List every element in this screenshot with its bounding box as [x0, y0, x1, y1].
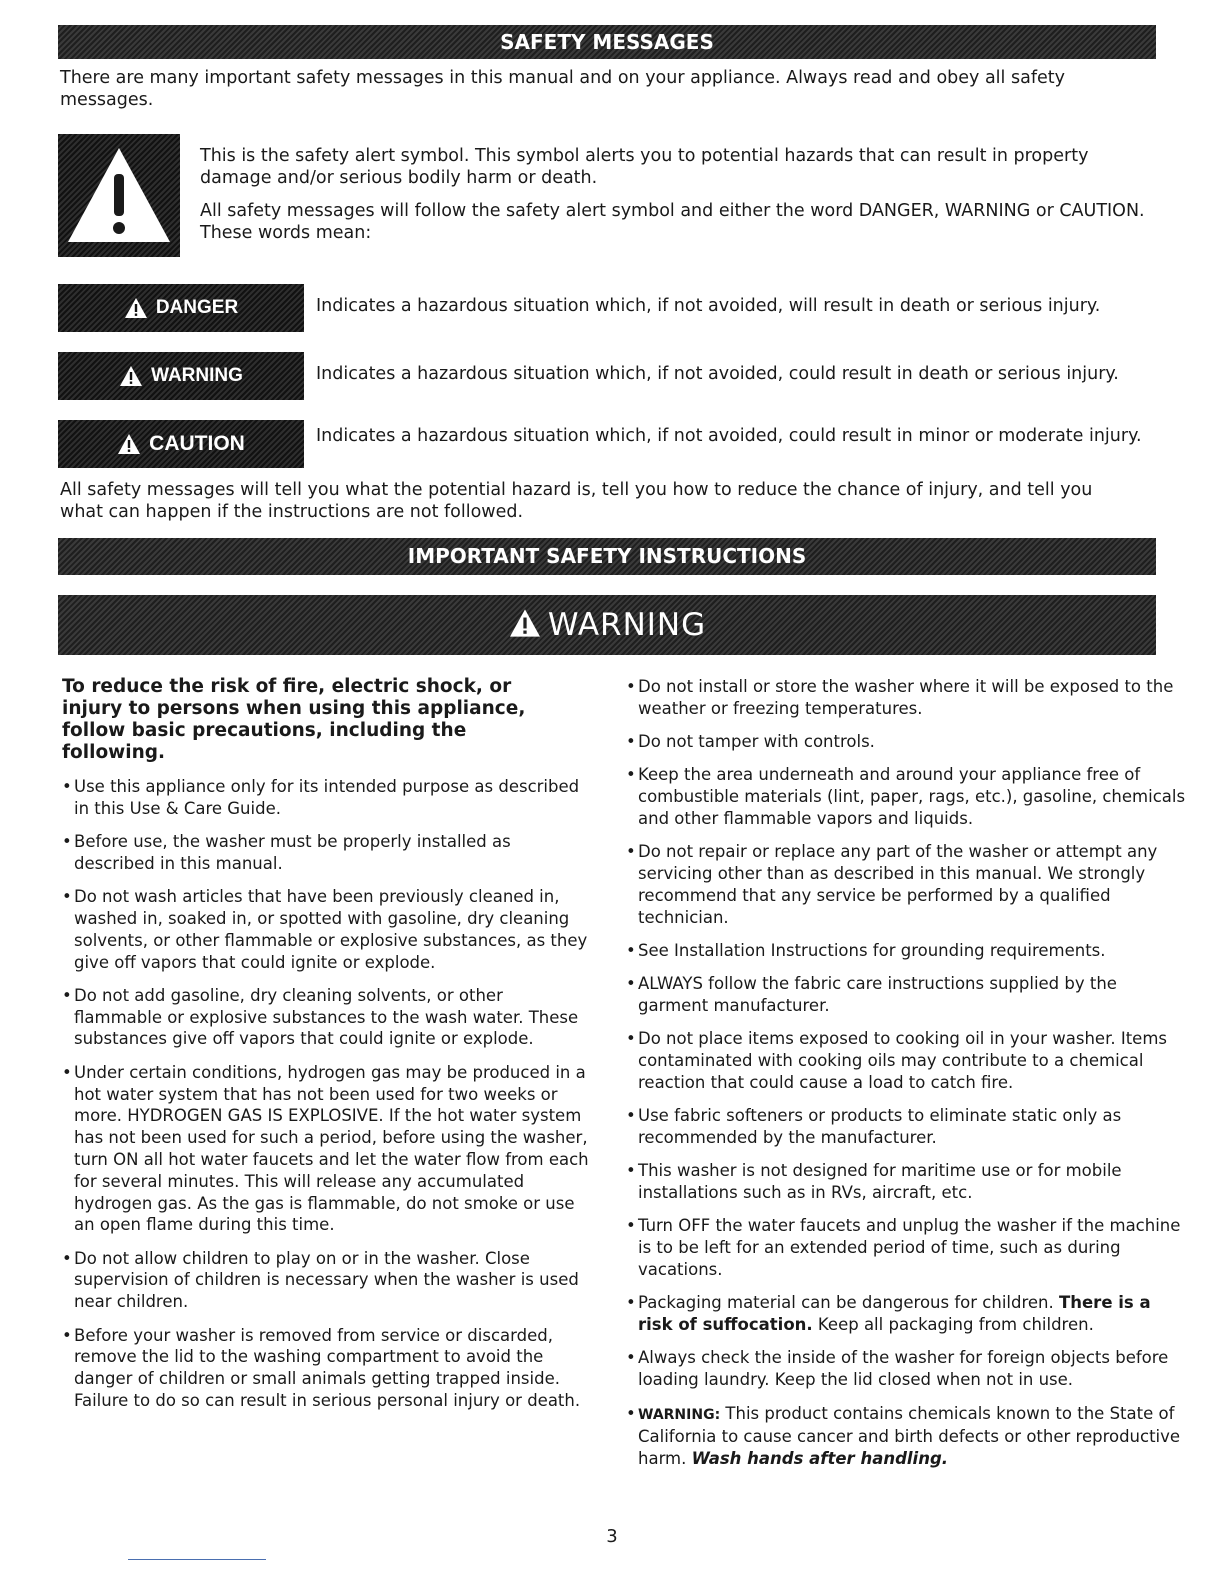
prop65-emphasis: Wash hands after handling. — [691, 1449, 949, 1469]
warning-banner — [58, 595, 1156, 655]
important-safety-instructions-header: IMPORTANT SAFETY INSTRUCTIONS — [58, 538, 1156, 575]
warning-banner-title: WARNING — [547, 607, 707, 643]
warning-label — [58, 352, 304, 400]
safety-alert-symbol — [58, 134, 180, 257]
warning-word: WARNING — [151, 365, 243, 386]
packaging-text: Packaging material can be dangerous for children. — [638, 1293, 1054, 1313]
list-item: • Turn OFF the water faucets and unplug the washer if the machine is to be left for an extended period of time, such as during vacations. — [626, 1215, 1186, 1280]
prop65-text: This product contains chemicals known to the State of California to cause cancer and birth defects or other reproductive harm. — [638, 1403, 1181, 1469]
list-item: • Use this appliance only for its intended purpose as described in this Use & Care Guide. — [62, 776, 592, 820]
suffocation-warning: There is a risk of suffocation. — [638, 1293, 1151, 1335]
danger-word: DANGER — [155, 297, 239, 318]
prop65-item — [626, 1403, 1186, 1470]
list-item: • Before use, the washer must be properly installed as described in this manual. — [62, 831, 592, 875]
precautions-lead: To reduce the risk of fire, electric shock, or injury to persons when using this appliance, follow basic precautions, including the following. — [62, 676, 526, 763]
list-item: • Do not wash articles that have been previously cleaned in, washed in, soaked in, or spotted with gasoline, dry cleaning solvents, or other flammable or explosive substances, as they give off vapors that could ignite or explode. — [62, 886, 592, 973]
list-item: • Always check the inside of the washer for foreign objects before loading laundry. Keep the lid closed when not in use. — [626, 1347, 1186, 1391]
list-item: • See Installation Instructions for grounding requirements. — [626, 940, 1186, 962]
caution-definition: Indicates a hazardous situation which, if not avoided, could result in minor or moderate injury. — [316, 426, 1142, 446]
list-item: • Do not install or store the washer where it will be exposed to the weather or freezing temperatures. — [626, 676, 1186, 720]
danger-label — [58, 284, 304, 332]
instructions-left-column — [62, 676, 592, 1423]
danger-definition: Indicates a hazardous situation which, if not avoided, will result in death or serious injury. — [316, 296, 1101, 316]
list-item: • ALWAYS follow the fabric care instructions supplied by the garment manufacturer. — [626, 973, 1186, 1017]
page-number: 3 — [606, 1526, 618, 1547]
footer-rule — [128, 1559, 266, 1560]
signal-words-intro: All safety messages will follow the safety alert symbol and either the word DANGER, WARNING or CAUTION. These words mean: — [200, 201, 1145, 243]
packaging-text-end: Keep all packaging from children. — [817, 1315, 1094, 1335]
list-item: • This washer is not designed for maritime use or for mobile installations such as in RVs, aircraft, etc. — [626, 1160, 1186, 1204]
alert-symbol-description: This is the safety alert symbol. This symbol alerts you to potential hazards that can result in property damage and/or serious bodily harm or death. — [200, 146, 1089, 188]
list-item: • Do not add gasoline, dry cleaning solvents, or other flammable or explosive substances to the wash water. These substances give off vapors that could ignite or explode. — [62, 985, 592, 1050]
warning-triangle-icon — [117, 433, 141, 455]
safety-alert-triangle-icon — [58, 134, 180, 257]
instructions-right-column — [626, 676, 1186, 1481]
list-item: • Before your washer is removed from service or discarded, remove the lid to the washing compartment to avoid the danger of children or small animals getting trapped inside. Failure to do so can result in serious personal injury or death. — [62, 1325, 592, 1412]
list-item: • Do not repair or replace any part of the washer or attempt any servicing other than as described in this manual. We strongly recommend that any service be performed by a qualified technician. — [626, 841, 1186, 928]
prop65-label: WARNING: — [638, 1406, 721, 1423]
warning-triangle-icon — [119, 365, 143, 387]
list-item: • Use fabric softeners or products to eliminate static only as recommended by the manufacturer. — [626, 1105, 1186, 1149]
list-item: • Do not place items exposed to cooking oil in your washer. Items contaminated with cooking oils may contribute to a chemical reaction that could cause a load to catch fire. — [626, 1028, 1186, 1093]
warning-triangle-icon — [124, 297, 148, 319]
safety-summary-paragraph: All safety messages will tell you what the potential hazard is, tell you how to reduce the chance of injury, and tell you what can happen if the instructions are not followed. — [60, 480, 1093, 522]
caution-label — [58, 420, 304, 468]
list-item: • Keep the area underneath and around your appliance free of combustible materials (lint, paper, rags, etc.), gasoline, chemicals and other flammable vapors and liquids. — [626, 764, 1186, 829]
caution-word: CAUTION — [149, 432, 245, 455]
list-item: • Do not tamper with controls. — [626, 731, 1186, 753]
warning-definition: Indicates a hazardous situation which, if not avoided, could result in death or serious injury. — [316, 364, 1119, 384]
list-item: • Do not allow children to play on or in the washer. Close supervision of children is necessary when the washer is used near children. — [62, 1248, 592, 1313]
packaging-item — [626, 1292, 1186, 1336]
intro-paragraph: There are many important safety messages in this manual and on your appliance. Always read and obey all safety messages. — [60, 68, 1065, 110]
warning-triangle-icon — [508, 608, 542, 638]
list-item: • Under certain conditions, hydrogen gas may be produced in a hot water system that has not been used for two weeks or more. HYDROGEN GAS IS EXPLOSIVE. If the hot water system has not been used for such a period, before using the washer, turn ON all hot water faucets and let the water flow from each for several minutes. This will release any accumulated hydrogen gas. As the gas is flammable, do not smoke or use an open flame during this time. — [62, 1062, 592, 1236]
safety-messages-header: SAFETY MESSAGES — [58, 25, 1156, 59]
